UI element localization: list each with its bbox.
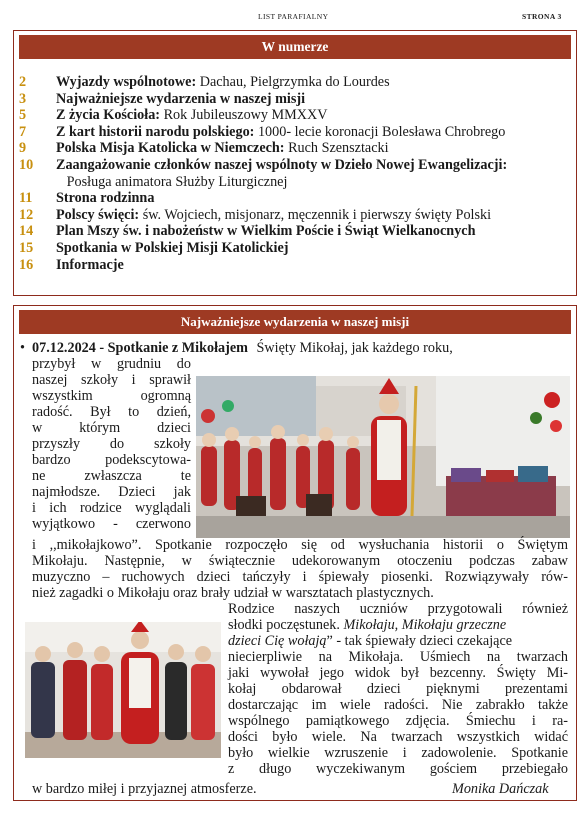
toc-desc: Dachau, Pielgrzymka do Lourdes — [196, 74, 390, 90]
text-line: wszystkim ogromną — [32, 388, 191, 404]
text-line: w którym dzieci — [32, 420, 191, 436]
toc-title: Z życia Kościoła: — [56, 107, 161, 124]
text-line: kołaj obdarował dzieci pięknymi prezentami — [228, 681, 568, 697]
toc-title: Spotkania w Polskiej Misji Katolickiej — [56, 239, 289, 256]
quote-span: Mikołaju, Mikołaju grzeczne — [343, 617, 507, 633]
toc-title: Strona rodzinna — [56, 190, 155, 207]
toc-desc: 1000- lecie koronacji Bolesława Chrobrego — [254, 123, 506, 140]
toc-title: Polska Misja Katolicka w Niemczech: — [56, 140, 285, 157]
text-line: z długo wyczekiwanym gościem przebiegało — [228, 761, 568, 777]
toc-title: Informacje — [56, 256, 124, 273]
event-title: 07.12.2024 - Spotkanie z Mikołajem — [32, 340, 248, 356]
toc-banner: W numerze — [19, 35, 571, 59]
text-line: bardzo podekscytowa- — [32, 452, 191, 468]
text-line: było wielkie wzruszenie i zadowolenie. Spotkanie — [228, 745, 568, 761]
toc-number: 5 — [19, 107, 27, 124]
toc-title: Wyjazdy wspólnotowe: — [56, 74, 197, 90]
article-author: Monika Dańczak — [452, 781, 549, 797]
toc-number: 10 — [19, 156, 34, 173]
text-line: niecierpliwie na Mikołaja. Uśmiech na twarzach — [228, 649, 568, 665]
article-first-line — [32, 340, 568, 357]
toc-desc: Ruch Szensztacki — [284, 140, 389, 157]
toc-number: 16 — [19, 256, 34, 273]
text-line: Święty Mikołaj, jak każdego roku, — [256, 340, 453, 356]
text-span: słodki poczęstunek. — [228, 617, 340, 633]
toc-title: Najważniejsze wydarzenia w naszej misji — [56, 90, 306, 107]
quote-close: ” — [326, 633, 333, 649]
text-line: jaki wywołał jego widok był bezcenny. Święty Mi- — [228, 665, 568, 681]
article-banner: Najważniejsze wydarzenia w naszej misji — [19, 310, 571, 334]
text-line: wspólnego pamiątkowego zdjęcia. Śmiechu i ra- — [228, 713, 568, 729]
text-span: - tak śpiewały dzieci czekające — [336, 633, 513, 649]
text-line: Rodzice naszych uczniów przygotowali również — [228, 601, 568, 617]
text-line: dostarczając im wiele radości. Nie zabrakło także — [228, 697, 568, 713]
toc-number: 9 — [19, 140, 27, 157]
publication-title: LIST PARAFIALNY — [258, 12, 329, 21]
toc-number: 3 — [19, 90, 27, 107]
toc-desc: św. Wojciech, misjonarz, męczennik i pierwszy święty Polski — [139, 206, 492, 223]
quote-span: dzieci Cię wołają — [228, 633, 327, 649]
text-line: ne zwłaszcza te — [32, 468, 191, 484]
toc-title: Plan Mszy św. i nabożeństw w Wielkim Poście i Świąt Wielkanocnych — [56, 223, 476, 240]
toc-title: Z kart historii narodu polskiego: — [56, 123, 255, 140]
text-line: najmłodsze. Dzieci jak — [32, 484, 191, 500]
toc-number: 14 — [19, 223, 34, 240]
text-line: i ich rodzice wyglądali — [32, 500, 191, 516]
bullet: • — [20, 340, 25, 356]
text-line: Mikołaju. Następnie, w świątecznie udekorowanym otoczeniu podczas zabaw — [32, 553, 568, 569]
text-line: radość. Był to dzień, — [32, 404, 191, 420]
text-line-with-quote — [228, 617, 506, 634]
text-line: przyszły do szkoły — [32, 436, 191, 452]
toc-desc: Rok Jubileuszowy MMXXV — [160, 107, 328, 124]
text-line: nież zagadki o Mikołaju oraz brały udział w warsztatach plastycznych. — [32, 585, 434, 601]
toc-title: Zaangażowanie członków naszej wspólnoty w Dzieło Nowej Ewangelizacji: — [56, 156, 508, 173]
toc-number: 2 — [19, 74, 27, 90]
page-number: STRONA 3 — [522, 12, 562, 21]
toc-title: Polscy święci: — [56, 206, 140, 223]
toc-number: 15 — [19, 239, 34, 256]
text-line: w bardzo miłej i przyjaznej atmosferze. — [32, 781, 257, 797]
text-line-with-quote — [228, 633, 512, 650]
text-line: dości było wiele. Na twarzach wszystkich widać — [228, 729, 568, 745]
toc-number: 11 — [19, 190, 33, 207]
toc-number: 12 — [19, 206, 34, 223]
text-line: przybył w grudniu do — [32, 356, 191, 372]
text-line: i ,,mikołajkowo”. Spotkanie rozpoczęło się od wysłuchania historii o Świętym — [32, 537, 568, 553]
toc-desc: Posługa animatora Służby Liturgicznej — [56, 173, 288, 190]
text-line: wyjątkowo - czerwono — [32, 516, 191, 532]
toc-number: 7 — [19, 123, 27, 140]
text-line: muzyczno – ruchowych dzieci tańczyły i śpiewały piosenki. Rozwiązywały rów- — [32, 569, 568, 585]
text-line: naszej szkoły i sprawił — [32, 372, 191, 388]
